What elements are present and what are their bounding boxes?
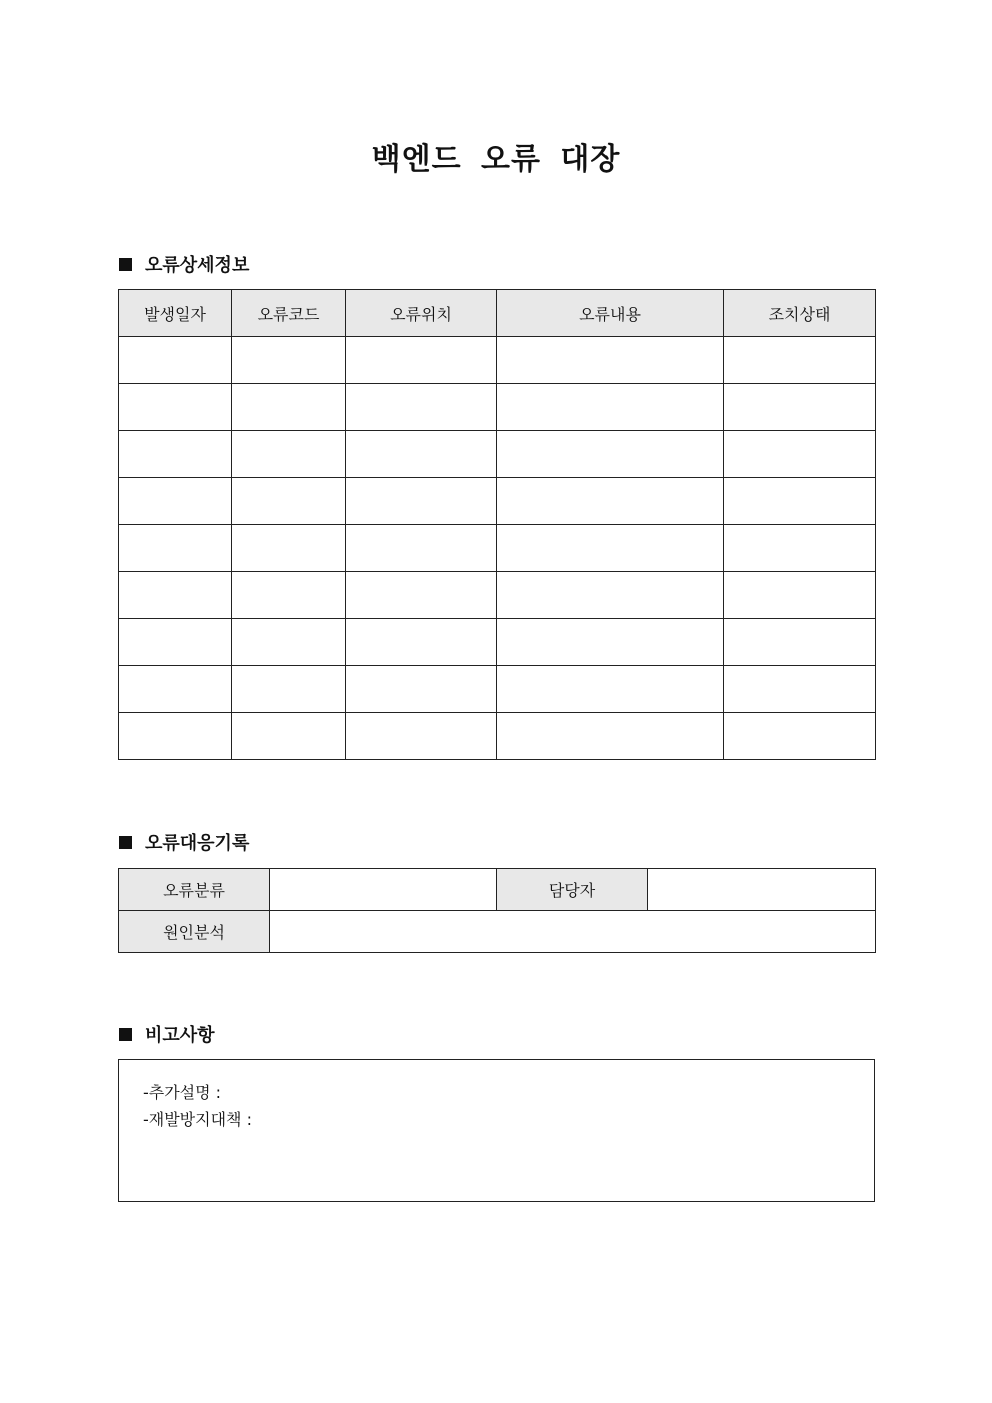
table-cell[interactable]: [497, 431, 724, 478]
table-cell[interactable]: [119, 337, 232, 384]
table-cell[interactable]: [119, 619, 232, 666]
classification-field[interactable]: [270, 869, 497, 911]
table-cell[interactable]: [724, 384, 876, 431]
cause-analysis-label: 원인분석: [119, 911, 270, 953]
table-cell[interactable]: [724, 572, 876, 619]
table-cell[interactable]: [119, 713, 232, 760]
table-cell[interactable]: [346, 572, 497, 619]
table-cell[interactable]: [232, 431, 346, 478]
square-bullet-icon: [119, 258, 132, 271]
recurrence-prevention-label: -재발방지대책 :: [143, 1110, 252, 1129]
table-cell[interactable]: [232, 525, 346, 572]
section-heading-detail-label: 오류상세정보: [145, 255, 250, 276]
table-cell[interactable]: [497, 666, 724, 713]
table-row: [119, 525, 876, 572]
table-cell[interactable]: [724, 431, 876, 478]
table-cell[interactable]: [346, 525, 497, 572]
document-title: 백엔드 오류 대장: [371, 142, 621, 177]
error-response-table: [118, 868, 876, 953]
square-bullet-icon: [119, 836, 132, 849]
column-header-location: 오류위치: [346, 290, 497, 337]
table-row: [119, 666, 876, 713]
section-heading-remarks: [119, 1022, 215, 1046]
cause-analysis-field[interactable]: [270, 911, 876, 953]
table-row: [119, 431, 876, 478]
table-cell[interactable]: [346, 384, 497, 431]
table-cell[interactable]: [232, 619, 346, 666]
classification-label: 오류분류: [119, 869, 270, 911]
table-row: [119, 869, 876, 911]
table-cell[interactable]: [232, 478, 346, 525]
table-cell[interactable]: [497, 384, 724, 431]
table-cell[interactable]: [346, 337, 497, 384]
table-cell[interactable]: [232, 384, 346, 431]
table-cell[interactable]: [119, 666, 232, 713]
table-cell[interactable]: [724, 619, 876, 666]
table-header-row: [119, 290, 876, 337]
table-cell[interactable]: [232, 713, 346, 760]
table-cell[interactable]: [119, 572, 232, 619]
section-heading-remarks-label: 비고사항: [145, 1025, 215, 1046]
section-heading-detail: [119, 252, 249, 276]
table-cell[interactable]: [232, 572, 346, 619]
table-row: [119, 384, 876, 431]
table-cell[interactable]: [497, 525, 724, 572]
table-cell[interactable]: [346, 666, 497, 713]
table-cell[interactable]: [232, 666, 346, 713]
table-cell[interactable]: [119, 478, 232, 525]
assignee-label: 담당자: [497, 869, 648, 911]
table-cell[interactable]: [724, 713, 876, 760]
table-row: [119, 713, 876, 760]
table-row: [119, 478, 876, 525]
remarks-box[interactable]: [118, 1059, 875, 1202]
table-cell[interactable]: [497, 337, 724, 384]
table-cell[interactable]: [346, 431, 497, 478]
assignee-field[interactable]: [648, 869, 876, 911]
section-heading-response: [119, 830, 249, 854]
table-cell[interactable]: [497, 713, 724, 760]
table-cell[interactable]: [346, 713, 497, 760]
table-cell[interactable]: [346, 619, 497, 666]
additional-explanation-label: -추가설명 :: [143, 1083, 222, 1102]
column-header-date: 발생일자: [119, 290, 232, 337]
table-cell[interactable]: [346, 478, 497, 525]
section-heading-response-label: 오류대응기록: [145, 833, 250, 854]
table-cell[interactable]: [497, 572, 724, 619]
column-header-status: 조치상태: [724, 290, 876, 337]
table-cell[interactable]: [724, 666, 876, 713]
table-row: [119, 572, 876, 619]
table-cell[interactable]: [724, 337, 876, 384]
column-header-content: 오류내용: [497, 290, 724, 337]
table-row: [119, 337, 876, 384]
table-cell[interactable]: [119, 431, 232, 478]
table-cell[interactable]: [497, 619, 724, 666]
error-detail-table: [118, 289, 876, 760]
table-cell[interactable]: [119, 384, 232, 431]
table-row: [119, 619, 876, 666]
square-bullet-icon: [119, 1028, 132, 1041]
table-cell[interactable]: [232, 337, 346, 384]
table-cell[interactable]: [119, 525, 232, 572]
table-cell[interactable]: [724, 478, 876, 525]
column-header-code: 오류코드: [232, 290, 346, 337]
table-cell[interactable]: [724, 525, 876, 572]
table-cell[interactable]: [497, 478, 724, 525]
table-row: [119, 911, 876, 953]
